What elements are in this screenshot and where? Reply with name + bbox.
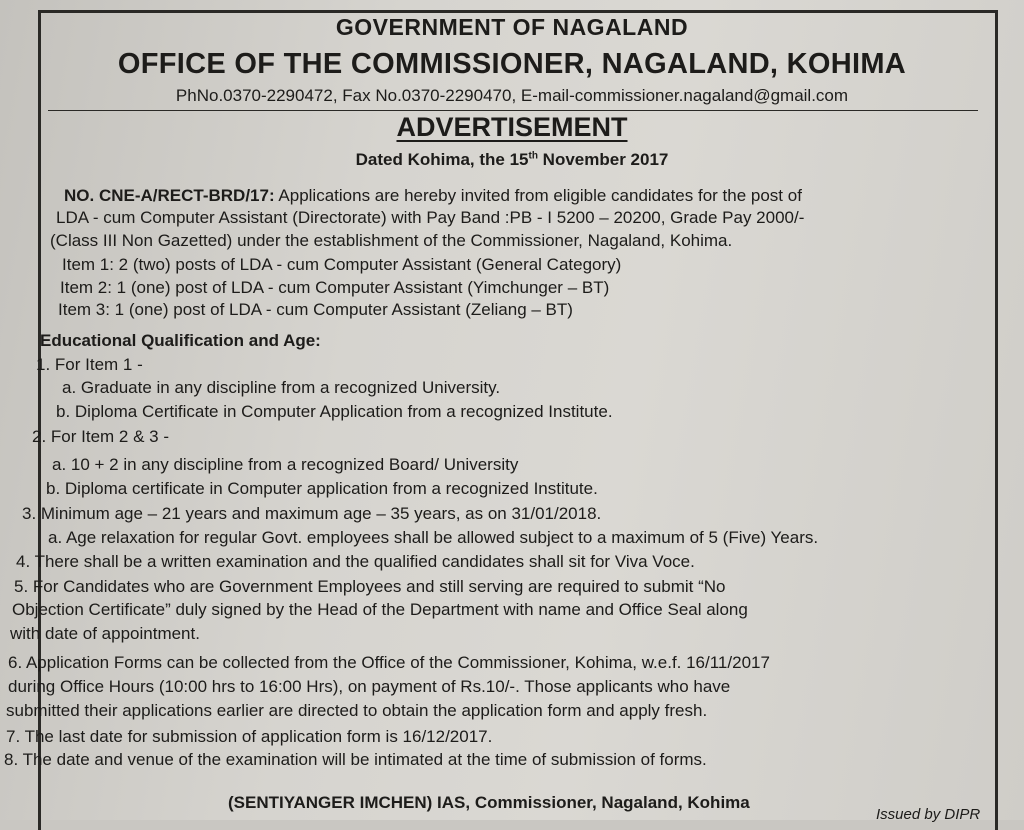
intro-line-3: (Class III Non Gazetted) under the establishment of the Commissioner, Nagaland, Kohima.	[50, 231, 733, 250]
reference-number: NO. CNE-A/RECT-BRD/17:	[64, 186, 275, 205]
qualification-line: 7. The last date for submission of application form is 16/12/2017.	[6, 727, 493, 746]
dated-prefix: Dated Kohima, the 15	[355, 150, 529, 169]
qualification-line: with date of appointment.	[10, 624, 200, 643]
qualification-line: a. 10 + 2 in any discipline from a recognized Board/ University	[52, 455, 519, 474]
qualification-line: 6. Application Forms can be collected from the Office of the Commissioner, Kohima, w.e.f. 16/11/2017	[8, 653, 770, 672]
qualification-line: Objection Certificate” duly signed by the Head of the Department with name and Office Seal along	[12, 600, 748, 619]
qualification-line: a. Age relaxation for regular Govt. employees shall be allowed subject to a maximum of 5 (Five) Years.	[48, 528, 819, 547]
dated-suffix: November 2017	[537, 150, 669, 169]
qualification-line: 8. The date and venue of the examination will be intimated at the time of submission of forms.	[4, 750, 707, 769]
qualification-line: b. Diploma certificate in Computer application from a recognized Institute.	[46, 479, 598, 498]
item-line: Item 3: 1 (one) post of LDA - cum Computer Assistant (Zeliang – BT)	[58, 300, 573, 319]
intro-line-2: LDA - cum Computer Assistant (Directorate) with Pay Band :PB - I 5200 – 20200, Grade Pay 2000/-	[56, 208, 805, 227]
qualification-line: 3. Minimum age – 21 years and maximum age – 35 years, as on 31/01/2018.	[22, 504, 602, 523]
qualification-line: a. Graduate in any discipline from a recognized University.	[62, 378, 501, 397]
item-line: Item 2: 1 (one) post of LDA - cum Computer Assistant (Yimchunger – BT)	[60, 278, 610, 297]
contact-line: PhNo.0370-2290472, Fax No.0370-2290470, E-mail-commissioner.nagaland@gmail.com	[175, 86, 849, 105]
qualification-line: 5. For Candidates who are Government Employees and still serving are required to submit “No	[14, 577, 726, 596]
item-line: Item 1: 2 (two) posts of LDA - cum Computer Assistant (General Category)	[62, 255, 622, 274]
qualification-line: during Office Hours (10:00 hrs to 16:00 Hrs), on payment of Rs.10/-. Those applicants who have	[8, 677, 731, 696]
header-divider	[48, 110, 978, 111]
qualification-line: submitted their applications earlier are directed to obtain the application form and apply fresh.	[6, 701, 708, 720]
government-heading: GOVERNMENT OF NAGALAND	[335, 14, 689, 40]
qualification-heading: Educational Qualification and Age:	[40, 331, 321, 350]
office-heading: OFFICE OF THE COMMISSIONER, NAGALAND, KOHIMA	[117, 48, 907, 80]
qualification-line: 2. For Item 2 & 3 -	[32, 427, 169, 446]
qualification-line: b. Diploma Certificate in Computer Application from a recognized Institute.	[56, 402, 613, 421]
intro-text-1: Applications are hereby invited from eligible candidates for the post of	[274, 186, 802, 205]
qualification-line: 4. There shall be a written examination and the qualified candidates shall sit for Viva Voce.	[16, 552, 695, 571]
intro-line-1	[64, 186, 802, 206]
dated-line	[0, 150, 1024, 170]
issued-by: Issued by DIPR	[876, 806, 981, 823]
advertisement-title-text: ADVERTISEMENT	[396, 112, 628, 142]
signature-line: (SENTIYANGER IMCHEN) IAS, Commissioner, Nagaland, Kohima	[228, 793, 750, 812]
dated-superscript: th	[528, 150, 538, 162]
qualification-line: 1. For Item 1 -	[36, 355, 143, 374]
advertisement-title	[0, 112, 1024, 143]
